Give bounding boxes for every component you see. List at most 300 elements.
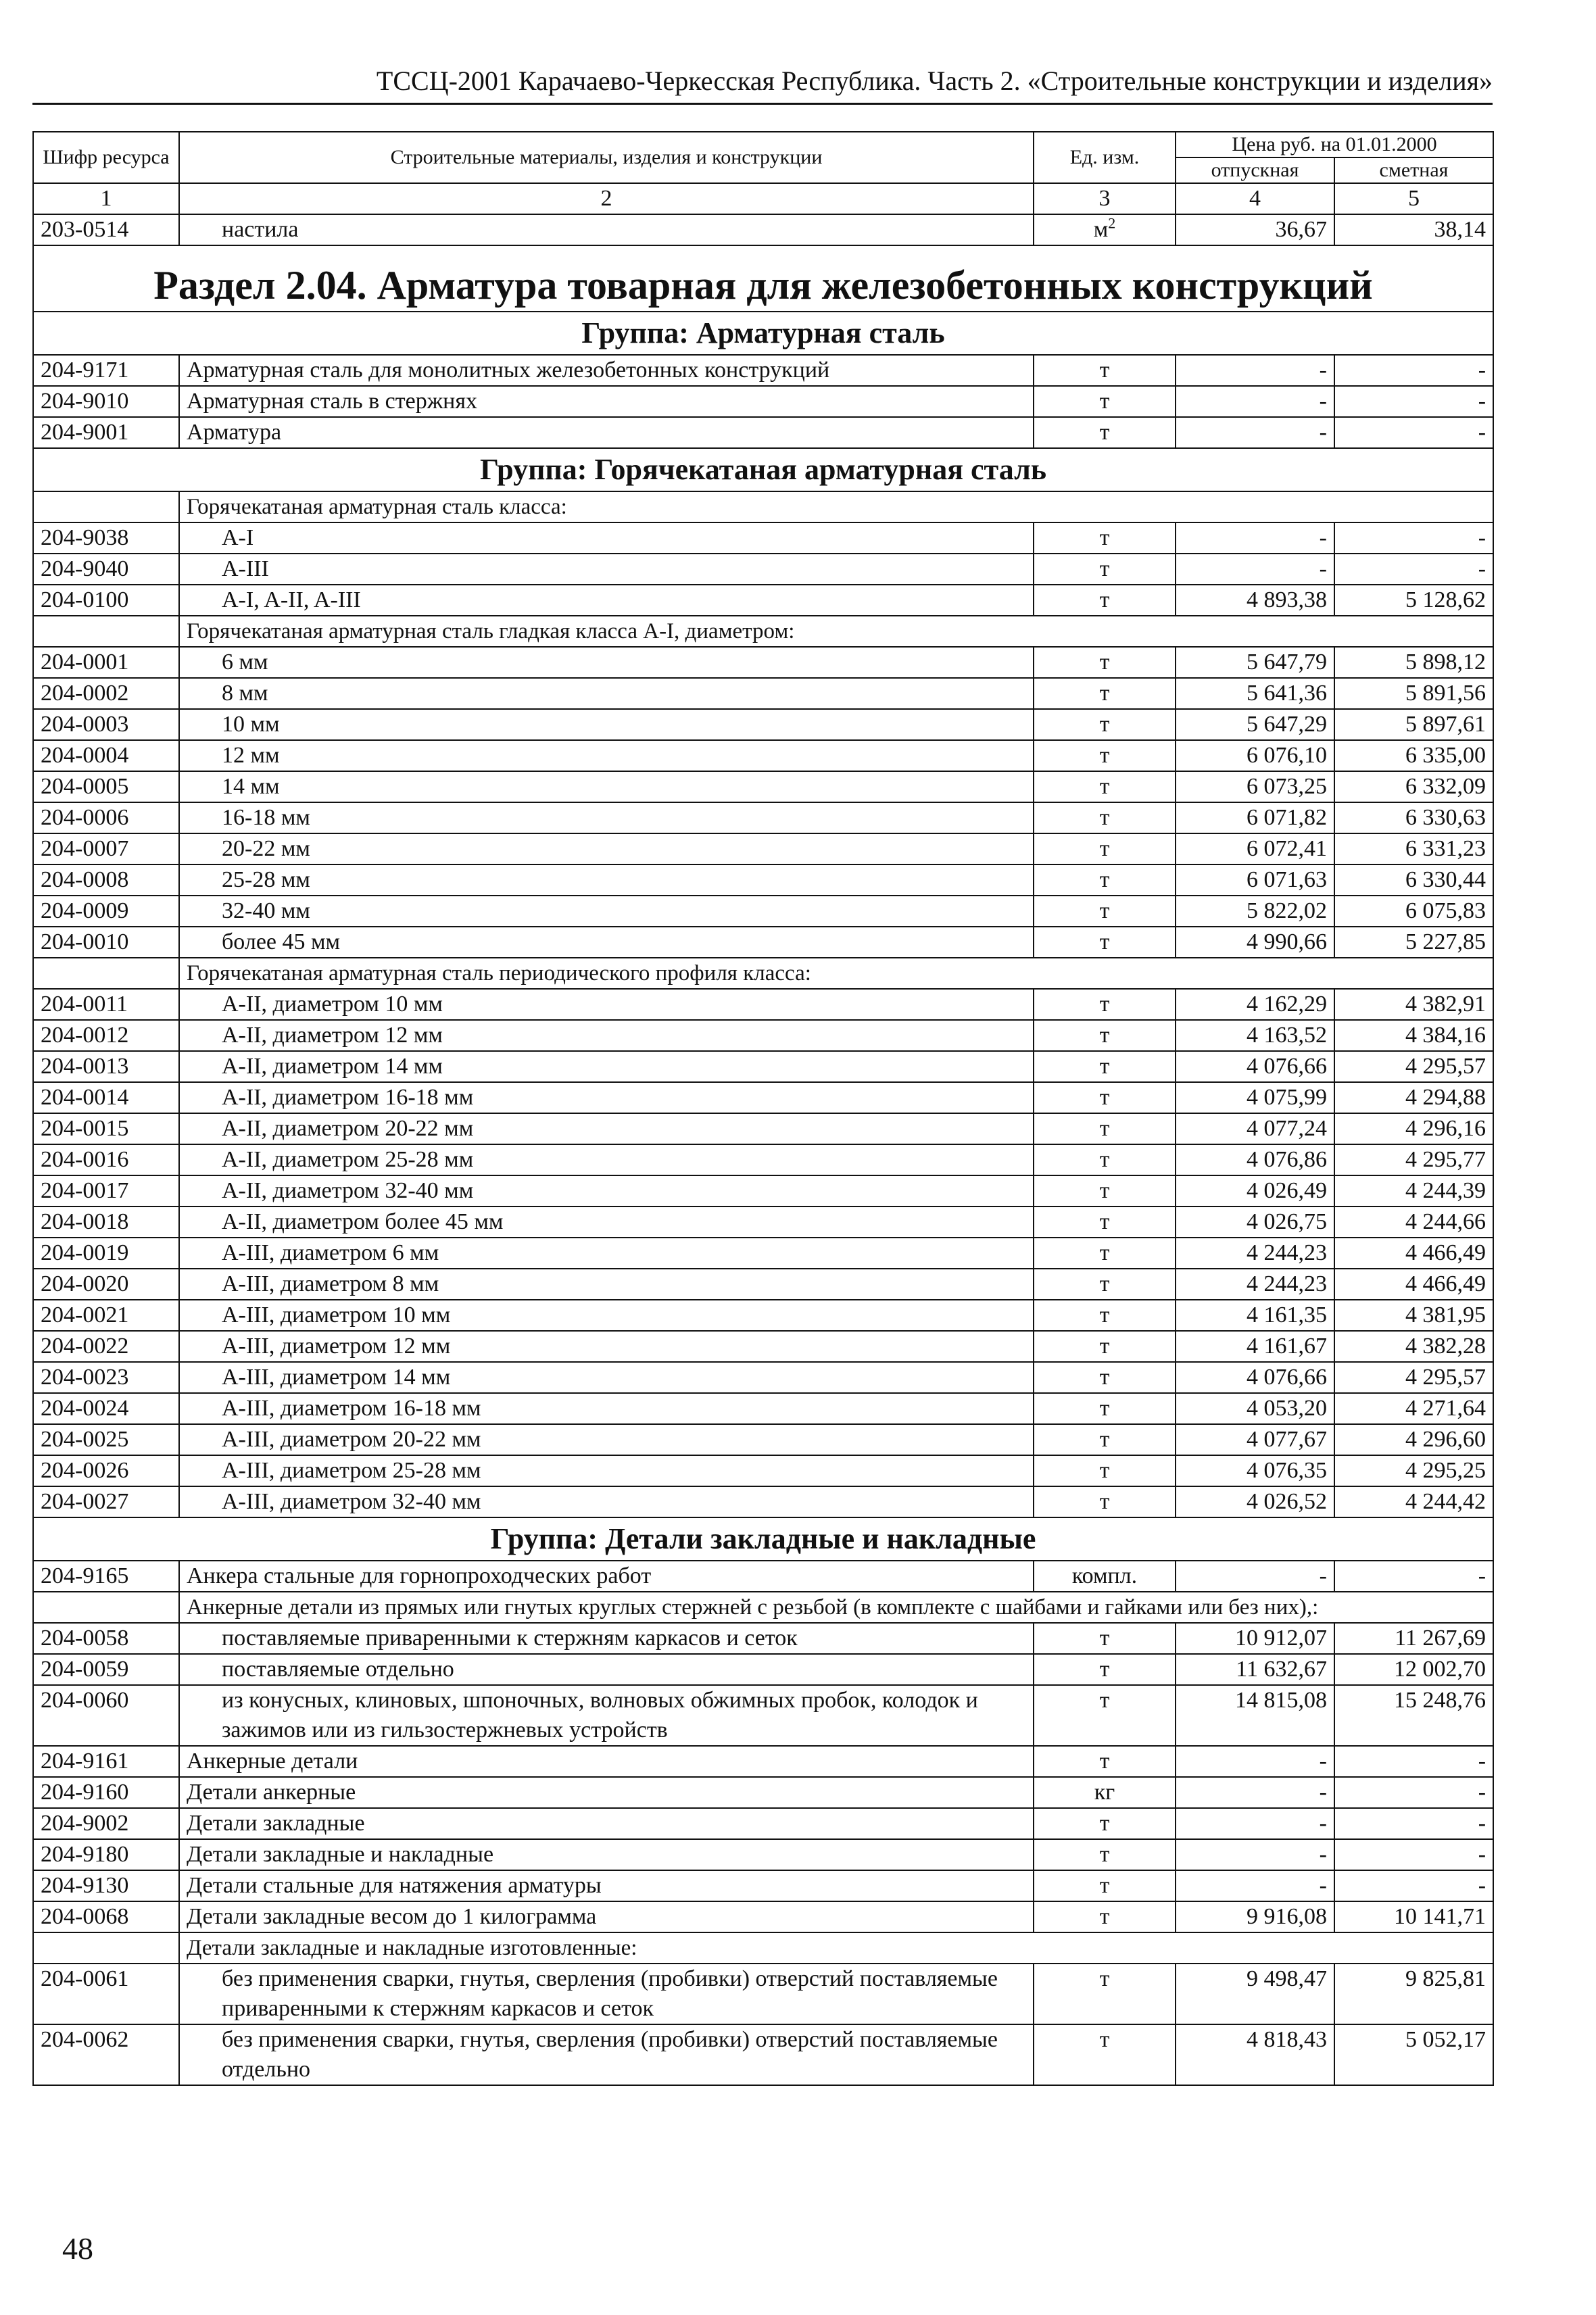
subheader-spacer [33, 1932, 179, 1964]
release-price: 4 026,52 [1176, 1486, 1334, 1517]
resource-code: 204-9040 [33, 554, 179, 585]
release-price: 4 053,20 [1176, 1393, 1334, 1424]
release-price: 6 072,41 [1176, 833, 1334, 864]
resource-name: Арматурная сталь для монолитных железобетонных конструкций [179, 355, 1034, 386]
table-row [33, 1082, 1493, 1113]
resource-name: 12 мм [179, 740, 1034, 771]
resource-name: A-III, диаметром 12 мм [179, 1331, 1034, 1362]
resource-name: A-III, диаметром 16-18 мм [179, 1393, 1034, 1424]
release-price: - [1176, 1746, 1334, 1777]
estimate-price: - [1334, 1839, 1493, 1870]
resource-code: 204-0002 [33, 678, 179, 709]
subheader-text: Детали закладные и накладные изготовленные: [179, 1932, 1493, 1964]
release-price: 4 077,24 [1176, 1113, 1334, 1144]
release-price: 4 075,99 [1176, 1082, 1334, 1113]
unit: т [1034, 1020, 1176, 1051]
resource-code: 204-9180 [33, 1839, 179, 1870]
release-price: 4 163,52 [1176, 1020, 1334, 1051]
table-row [33, 1175, 1493, 1207]
estimate-price: - [1334, 522, 1493, 554]
estimate-price: 6 332,09 [1334, 771, 1493, 802]
table-row [33, 833, 1493, 864]
estimate-price: 4 384,16 [1334, 1020, 1493, 1051]
release-price: 6 076,10 [1176, 740, 1334, 771]
col-number: 4 [1176, 183, 1334, 214]
resource-name: Арматура [179, 417, 1034, 448]
table-row [33, 864, 1493, 896]
unit: т [1034, 678, 1176, 709]
estimate-price: 6 331,23 [1334, 833, 1493, 864]
col-header-release-price: отпускная [1176, 157, 1334, 183]
unit: т [1034, 1623, 1176, 1654]
unit: т [1034, 1300, 1176, 1331]
estimate-price: 11 267,69 [1334, 1623, 1493, 1654]
release-price: - [1176, 1808, 1334, 1839]
subheader-text: Горячекатаная арматурная сталь гладкая класса A-I, диаметром: [179, 616, 1493, 647]
table-row [33, 647, 1493, 678]
group-title-row [33, 1517, 1493, 1561]
table-row [33, 740, 1493, 771]
unit: т [1034, 1964, 1176, 2024]
release-price: 6 071,82 [1176, 802, 1334, 833]
resource-name: A-II, диаметром 16-18 мм [179, 1082, 1034, 1113]
resource-name: A-III, диаметром 25-28 мм [179, 1455, 1034, 1486]
estimate-price: 4 382,91 [1334, 989, 1493, 1020]
release-price: - [1176, 417, 1334, 448]
release-price: 4 077,67 [1176, 1424, 1334, 1455]
unit [1034, 214, 1176, 245]
resource-code: 204-0027 [33, 1486, 179, 1517]
resource-code: 204-9130 [33, 1870, 179, 1901]
table-row [33, 355, 1493, 386]
resource-code: 204-0001 [33, 647, 179, 678]
subheader-spacer [33, 1592, 179, 1623]
resource-name: A-II, диаметром 10 мм [179, 989, 1034, 1020]
unit: т [1034, 1144, 1176, 1175]
resource-name: из конусных, клиновых, шпоночных, волновых обжимных пробок, колодок и зажимов или из гильзостержневых устройств [179, 1685, 1034, 1746]
release-price: 14 815,08 [1176, 1685, 1334, 1746]
resource-name: A-I [179, 522, 1034, 554]
resource-name: поставляемые приваренными к стержням каркасов и сеток [179, 1623, 1034, 1654]
table-row [33, 927, 1493, 958]
unit: т [1034, 647, 1176, 678]
resource-code: 204-0023 [33, 1362, 179, 1393]
col-header-price-group: Цена руб. на 01.01.2000 [1176, 132, 1493, 157]
table-row [33, 386, 1493, 417]
table-row [33, 214, 1493, 245]
resource-code: 204-9165 [33, 1561, 179, 1592]
resource-code: 204-0059 [33, 1654, 179, 1685]
release-price: 4 026,75 [1176, 1207, 1334, 1238]
unit: т [1034, 554, 1176, 585]
estimate-price: 5 891,56 [1334, 678, 1493, 709]
release-price: 4 990,66 [1176, 927, 1334, 958]
col-number: 2 [179, 183, 1034, 214]
resource-code: 203-0514 [33, 214, 179, 245]
resource-code: 204-0100 [33, 585, 179, 616]
release-price: 4 818,43 [1176, 2024, 1334, 2085]
estimate-price: - [1334, 386, 1493, 417]
resource-code: 204-0013 [33, 1051, 179, 1082]
table-row [33, 1424, 1493, 1455]
resource-code: 204-0061 [33, 1964, 179, 2024]
group-title: Группа: Горячекатаная арматурная сталь [33, 448, 1493, 491]
resource-name: A-III [179, 554, 1034, 585]
release-price: 5 647,29 [1176, 709, 1334, 740]
col-number: 5 [1334, 183, 1493, 214]
col-number: 1 [33, 183, 179, 214]
resource-code: 204-0060 [33, 1685, 179, 1746]
release-price: 5 822,02 [1176, 896, 1334, 927]
unit: т [1034, 1424, 1176, 1455]
estimate-price: 10 141,71 [1334, 1901, 1493, 1932]
table-row [33, 989, 1493, 1020]
resource-code: 204-0005 [33, 771, 179, 802]
section-title: Раздел 2.04. Арматура товарная для железобетонных конструкций [33, 245, 1493, 312]
unit: т [1034, 1870, 1176, 1901]
estimate-price: 4 295,77 [1334, 1144, 1493, 1175]
resource-name: A-II, диаметром 32-40 мм [179, 1175, 1034, 1207]
estimate-price: 9 825,81 [1334, 1964, 1493, 2024]
estimate-price: 4 466,49 [1334, 1238, 1493, 1269]
unit: т [1034, 1082, 1176, 1113]
release-price: 11 632,67 [1176, 1654, 1334, 1685]
estimate-price: 15 248,76 [1334, 1685, 1493, 1746]
unit: т [1034, 833, 1176, 864]
estimate-price: 4 296,16 [1334, 1113, 1493, 1144]
resource-code: 204-0006 [33, 802, 179, 833]
resource-code: 204-0018 [33, 1207, 179, 1238]
release-price: 4 076,35 [1176, 1455, 1334, 1486]
resource-name: Детали анкерные [179, 1777, 1034, 1808]
resource-code: 204-0003 [33, 709, 179, 740]
estimate-price: 4 295,57 [1334, 1362, 1493, 1393]
subheader-row [33, 491, 1493, 522]
release-price: 4 244,23 [1176, 1269, 1334, 1300]
release-price: 6 073,25 [1176, 771, 1334, 802]
resource-code: 204-9161 [33, 1746, 179, 1777]
release-price: 4 076,86 [1176, 1144, 1334, 1175]
resource-code: 204-0058 [33, 1623, 179, 1654]
estimate-price: 4 296,60 [1334, 1424, 1493, 1455]
resource-code: 204-0009 [33, 896, 179, 927]
table-row [33, 1623, 1493, 1654]
resource-name: более 45 мм [179, 927, 1034, 958]
unit-text: м [1093, 217, 1109, 242]
subheader-row [33, 616, 1493, 647]
resource-name: настила [179, 214, 1034, 245]
resource-code: 204-0008 [33, 864, 179, 896]
unit: т [1034, 709, 1176, 740]
release-price: - [1176, 355, 1334, 386]
resource-code: 204-0016 [33, 1144, 179, 1175]
estimate-price: - [1334, 554, 1493, 585]
resource-name: Анкера стальные для горнопроходческих работ [179, 1561, 1034, 1592]
estimate-price: 4 381,95 [1334, 1300, 1493, 1331]
table-row [33, 554, 1493, 585]
release-price: 4 026,49 [1176, 1175, 1334, 1207]
estimate-price: 4 295,57 [1334, 1051, 1493, 1082]
table-row [33, 1777, 1493, 1808]
release-price: 4 076,66 [1176, 1051, 1334, 1082]
table-row [33, 709, 1493, 740]
estimate-price: - [1334, 417, 1493, 448]
resource-name: Детали закладные и накладные [179, 1839, 1034, 1870]
resource-name: 8 мм [179, 678, 1034, 709]
unit: т [1034, 386, 1176, 417]
table-row [33, 1654, 1493, 1685]
release-price: 6 071,63 [1176, 864, 1334, 896]
estimate-price: 4 295,25 [1334, 1455, 1493, 1486]
resource-code: 204-0015 [33, 1113, 179, 1144]
resource-code: 204-0011 [33, 989, 179, 1020]
estimate-price: 5 052,17 [1334, 2024, 1493, 2085]
resource-code: 204-0068 [33, 1901, 179, 1932]
release-price: 36,67 [1176, 214, 1334, 245]
unit: т [1034, 1331, 1176, 1362]
unit: т [1034, 585, 1176, 616]
resource-code: 204-0025 [33, 1424, 179, 1455]
estimate-price: 5 227,85 [1334, 927, 1493, 958]
unit: т [1034, 1455, 1176, 1486]
running-header: ТССЦ-2001 Карачаево-Черкесская Республика. Часть 2. «Строительные конструкции и изделия» [32, 62, 1493, 105]
resource-name: поставляемые отдельно [179, 1654, 1034, 1685]
resource-name: без применения сварки, гнутья, сверления (пробивки) отверстий поставляемые отдельно [179, 2024, 1034, 2085]
column-number-row [33, 183, 1493, 214]
estimate-price: 4 294,88 [1334, 1082, 1493, 1113]
estimate-price: 4 382,28 [1334, 1331, 1493, 1362]
table-row [33, 522, 1493, 554]
unit: т [1034, 1207, 1176, 1238]
table-row [33, 1207, 1493, 1238]
release-price: - [1176, 554, 1334, 585]
unit: т [1034, 1901, 1176, 1932]
table-row [33, 1269, 1493, 1300]
unit: т [1034, 1393, 1176, 1424]
resource-code: 204-0024 [33, 1393, 179, 1424]
resource-name: Арматурная сталь в стержнях [179, 386, 1034, 417]
group-title-row [33, 312, 1493, 355]
release-price: - [1176, 1839, 1334, 1870]
table-row [33, 1870, 1493, 1901]
price-table [32, 131, 1494, 2086]
estimate-price: 6 335,00 [1334, 740, 1493, 771]
resource-name: A-III, диаметром 8 мм [179, 1269, 1034, 1300]
unit: т [1034, 1362, 1176, 1393]
resource-code: 204-0007 [33, 833, 179, 864]
unit: т [1034, 1746, 1176, 1777]
table-row [33, 1238, 1493, 1269]
resource-name: A-III, диаметром 32-40 мм [179, 1486, 1034, 1517]
subheader-row [33, 1592, 1493, 1623]
resource-name: без применения сварки, гнутья, сверления (пробивки) отверстий поставляемые приваренными к стержням каркасов и сеток [179, 1964, 1034, 2024]
resource-name: A-III, диаметром 20-22 мм [179, 1424, 1034, 1455]
unit: т [1034, 417, 1176, 448]
table-row [33, 1808, 1493, 1839]
resource-name: A-III, диаметром 14 мм [179, 1362, 1034, 1393]
resource-name: 6 мм [179, 647, 1034, 678]
unit: т [1034, 1113, 1176, 1144]
subheader-text: Горячекатаная арматурная сталь периодического профиля класса: [179, 958, 1493, 989]
resource-name: A-II, диаметром 14 мм [179, 1051, 1034, 1082]
release-price: - [1176, 522, 1334, 554]
table-row [33, 1839, 1493, 1870]
group-title-row [33, 448, 1493, 491]
subheader-spacer [33, 616, 179, 647]
table-row [33, 771, 1493, 802]
release-price: 4 244,23 [1176, 1238, 1334, 1269]
resource-name: Анкерные детали [179, 1746, 1034, 1777]
release-price: 4 076,66 [1176, 1362, 1334, 1393]
resource-code: 204-0019 [33, 1238, 179, 1269]
resource-name: 10 мм [179, 709, 1034, 740]
unit: т [1034, 927, 1176, 958]
col-header-name: Строительные материалы, изделия и конструкции [179, 132, 1034, 183]
table-row [33, 1685, 1493, 1746]
unit: т [1034, 1238, 1176, 1269]
unit: т [1034, 1175, 1176, 1207]
resource-name: 32-40 мм [179, 896, 1034, 927]
estimate-price: 5 898,12 [1334, 647, 1493, 678]
resource-code: 204-0004 [33, 740, 179, 771]
resource-code: 204-9038 [33, 522, 179, 554]
table-row [33, 896, 1493, 927]
resource-code: 204-9010 [33, 386, 179, 417]
release-price: - [1176, 1561, 1334, 1592]
estimate-price: 12 002,70 [1334, 1654, 1493, 1685]
resource-name: Детали стальные для натяжения арматуры [179, 1870, 1034, 1901]
unit: кг [1034, 1777, 1176, 1808]
resource-code: 204-0026 [33, 1455, 179, 1486]
col-header-estimate-price: сметная [1334, 157, 1493, 183]
table-row [33, 802, 1493, 833]
unit: т [1034, 1839, 1176, 1870]
estimate-price: 4 244,66 [1334, 1207, 1493, 1238]
resource-code: 204-9160 [33, 1777, 179, 1808]
resource-code: 204-0014 [33, 1082, 179, 1113]
resource-name: A-III, диаметром 6 мм [179, 1238, 1034, 1269]
table-header-row [33, 132, 1493, 157]
resource-name: 16-18 мм [179, 802, 1034, 833]
unit: т [1034, 2024, 1176, 2085]
section-title-row [33, 245, 1493, 312]
table-row [33, 1455, 1493, 1486]
subheader-spacer [33, 958, 179, 989]
unit: т [1034, 355, 1176, 386]
resource-code: 204-0062 [33, 2024, 179, 2085]
subheader-text: Анкерные детали из прямых или гнутых круглых стержней с резьбой (в комплекте с шайбами и гайками или без них),: [179, 1592, 1493, 1623]
table-row [33, 1486, 1493, 1517]
unit: т [1034, 522, 1176, 554]
resource-name: Детали закладные [179, 1808, 1034, 1839]
table-row [33, 1964, 1493, 2024]
table-row [33, 1144, 1493, 1175]
table-row [33, 1113, 1493, 1144]
table-row [33, 1331, 1493, 1362]
resource-code: 204-9171 [33, 355, 179, 386]
col-header-code: Шифр ресурса [33, 132, 179, 183]
resource-name: 20-22 мм [179, 833, 1034, 864]
unit: т [1034, 1808, 1176, 1839]
col-number: 3 [1034, 183, 1176, 214]
estimate-price: - [1334, 355, 1493, 386]
estimate-price: 4 244,39 [1334, 1175, 1493, 1207]
subheader-row [33, 958, 1493, 989]
release-price: 5 647,79 [1176, 647, 1334, 678]
subheader-row [33, 1932, 1493, 1964]
table-row [33, 1561, 1493, 1592]
release-price: 5 641,36 [1176, 678, 1334, 709]
estimate-price: 6 330,44 [1334, 864, 1493, 896]
resource-code: 204-0017 [33, 1175, 179, 1207]
resource-name: 14 мм [179, 771, 1034, 802]
resource-name: A-III, диаметром 10 мм [179, 1300, 1034, 1331]
estimate-price: 4 466,49 [1334, 1269, 1493, 1300]
table-row [33, 678, 1493, 709]
resource-code: 204-9001 [33, 417, 179, 448]
resource-name: Детали закладные весом до 1 килограмма [179, 1901, 1034, 1932]
unit: т [1034, 1269, 1176, 1300]
table-row [33, 417, 1493, 448]
resource-code: 204-0012 [33, 1020, 179, 1051]
resource-code: 204-9002 [33, 1808, 179, 1839]
table-row [33, 1901, 1493, 1932]
release-price: 9 498,47 [1176, 1964, 1334, 2024]
table-row [33, 1300, 1493, 1331]
resource-name: A-II, диаметром 12 мм [179, 1020, 1034, 1051]
estimate-price: 5 897,61 [1334, 709, 1493, 740]
unit: компл. [1034, 1561, 1176, 1592]
subheader-text: Горячекатаная арматурная сталь класса: [179, 491, 1493, 522]
unit: т [1034, 1685, 1176, 1746]
estimate-price: 6 075,83 [1334, 896, 1493, 927]
release-price: - [1176, 1870, 1334, 1901]
unit: т [1034, 1051, 1176, 1082]
page-number: 48 [62, 2231, 93, 2266]
estimate-price: - [1334, 1777, 1493, 1808]
estimate-price: - [1334, 1808, 1493, 1839]
resource-name: A-II, диаметром 20-22 мм [179, 1113, 1034, 1144]
table-row [33, 1393, 1493, 1424]
col-header-unit: Ед. изм. [1034, 132, 1176, 183]
table-row [33, 1746, 1493, 1777]
unit: т [1034, 896, 1176, 927]
resource-code: 204-0010 [33, 927, 179, 958]
table-row [33, 2024, 1493, 2085]
unit: т [1034, 802, 1176, 833]
table-row [33, 585, 1493, 616]
estimate-price: - [1334, 1746, 1493, 1777]
release-price: - [1176, 1777, 1334, 1808]
estimate-price: 5 128,62 [1334, 585, 1493, 616]
estimate-price: - [1334, 1870, 1493, 1901]
resource-code: 204-0020 [33, 1269, 179, 1300]
table-row [33, 1362, 1493, 1393]
unit: т [1034, 771, 1176, 802]
release-price: 4 162,29 [1176, 989, 1334, 1020]
unit: т [1034, 1654, 1176, 1685]
unit: т [1034, 864, 1176, 896]
estimate-price: 4 244,42 [1334, 1486, 1493, 1517]
table-row [33, 1020, 1493, 1051]
release-price: 10 912,07 [1176, 1623, 1334, 1654]
unit: т [1034, 740, 1176, 771]
resource-name: A-I, A-II, A-III [179, 585, 1034, 616]
unit: т [1034, 989, 1176, 1020]
resource-code: 204-0021 [33, 1300, 179, 1331]
unit-superscript: 2 [1108, 214, 1116, 232]
resource-name: 25-28 мм [179, 864, 1034, 896]
